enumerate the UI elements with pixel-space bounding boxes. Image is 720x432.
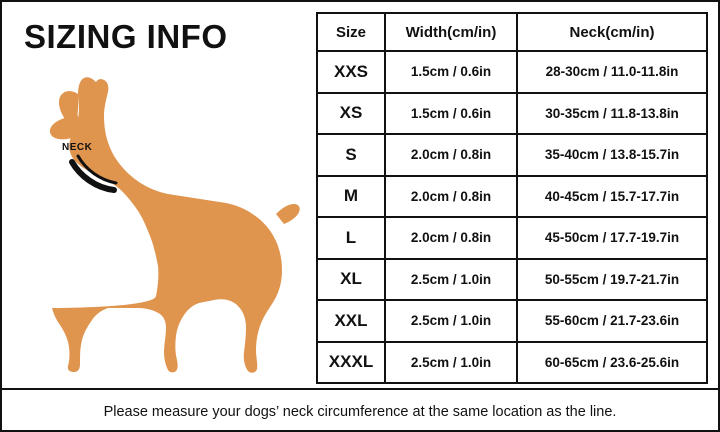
cell-width: 2.0cm / 0.8in: [385, 176, 517, 218]
column-header-neck: Neck(cm/in): [517, 13, 707, 51]
column-header-width: Width(cm/in): [385, 13, 517, 51]
left-illustration-panel: [2, 2, 316, 388]
table-row: [317, 342, 707, 384]
cell-width: 1.5cm / 0.6in: [385, 93, 517, 135]
cell-width: 2.5cm / 1.0in: [385, 300, 517, 342]
cell-size: M: [317, 176, 385, 218]
dog-body-shape: [52, 77, 282, 373]
cell-width: 2.5cm / 1.0in: [385, 342, 517, 384]
cell-size: XXXL: [317, 342, 385, 384]
cell-width: 1.5cm / 0.6in: [385, 51, 517, 93]
cell-size: XXL: [317, 300, 385, 342]
neck-measure-label: NECK: [62, 142, 93, 153]
cell-neck: 30-35cm / 11.8-13.8in: [517, 93, 707, 135]
cell-neck: 28-30cm / 11.0-11.8in: [517, 51, 707, 93]
table-row: [317, 51, 707, 93]
cell-size: S: [317, 134, 385, 176]
cell-neck: 55-60cm / 21.7-23.6in: [517, 300, 707, 342]
footer-divider: [2, 388, 718, 390]
table-row: [317, 217, 707, 259]
table-row: [317, 259, 707, 301]
dog-silhouette-svg: [18, 64, 308, 374]
table-row: [317, 134, 707, 176]
cell-width: 2.0cm / 0.8in: [385, 217, 517, 259]
table-row: [317, 300, 707, 342]
cell-width: 2.5cm / 1.0in: [385, 259, 517, 301]
cell-width: 2.0cm / 0.8in: [385, 134, 517, 176]
column-header-size: Size: [317, 13, 385, 51]
size-table-wrapper: [316, 12, 708, 384]
table-row: [317, 176, 707, 218]
dog-illustration: [18, 64, 308, 374]
table-header-row: [317, 13, 707, 51]
cell-size: XXS: [317, 51, 385, 93]
cell-neck: 50-55cm / 19.7-21.7in: [517, 259, 707, 301]
cell-neck: 45-50cm / 17.7-19.7in: [517, 217, 707, 259]
table-row: [317, 93, 707, 135]
page-title: SIZING INFO: [24, 18, 228, 55]
cell-size: XS: [317, 93, 385, 135]
cell-neck: 40-45cm / 15.7-17.7in: [517, 176, 707, 218]
size-table: [316, 12, 708, 384]
cell-size: L: [317, 217, 385, 259]
dog-snout-shape: [50, 116, 78, 139]
cell-neck: 60-65cm / 23.6-25.6in: [517, 342, 707, 384]
footer-note: Please measure your dogs’ neck circumference at the same location as the line.: [103, 404, 617, 420]
cell-size: XL: [317, 259, 385, 301]
cell-neck: 35-40cm / 13.8-15.7in: [517, 134, 707, 176]
dog-tail-shape: [276, 204, 300, 224]
